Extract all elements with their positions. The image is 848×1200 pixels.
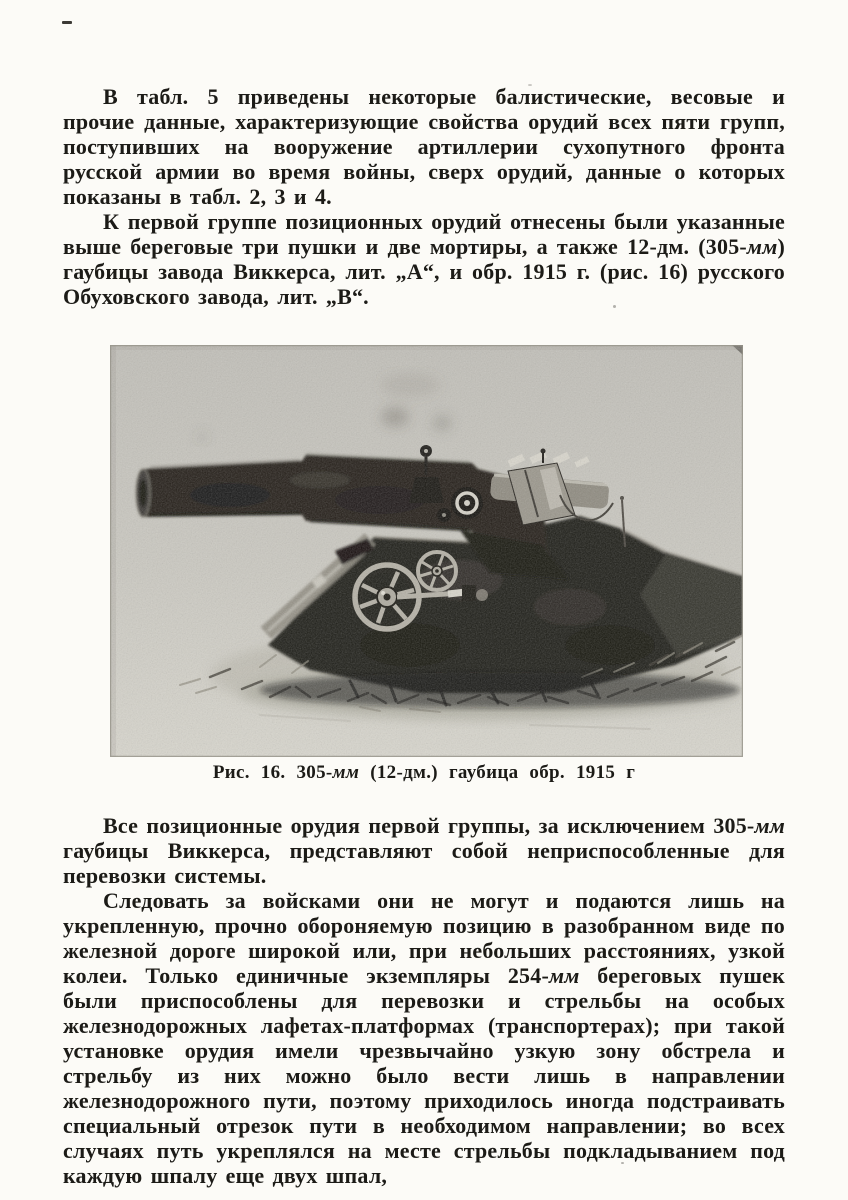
paragraph-2: К первой группе позиционных орудий отнесены были указанные выше береговые три пушки и две мортиры, а также 12-дм. (305-мм) гаубицы завода Виккерса, лит. „А“, и обр. 1915 г. (рис. 16) русского Обуховского завода, лит. „В“. [63,209,785,309]
paragraph-4: Следовать за войсками они не могут и подаются лишь на укрепленную, прочно обороняемую позицию в разобранном виде по железной дороге широкой или, при небольших расстояниях, узкой колеи. Только единичные экземпляры 254-мм береговых пушек были приспособлены для перевозки и стрельбы на особых железнодорожных лафетах-платформах (транспортерах); при такой установке орудия имели чрезвычайно узкую зону обстрела и стрельбу из них можно было вести лишь в направлении железнодорожного пути, поэтому приходилось иногда подстраивать специальный отрезок пути в необходимом направлении; во всех случаях путь укреплялся на месте стрельбы подкладыванием под каждую шпалу еще двух шпал, [63,888,785,1188]
text-block-top [63,84,785,309]
paragraph-1 [63,84,785,209]
figure-16 [110,345,743,757]
paragraph-3: Все позиционные орудия первой группы, за исключением 305-мм гаубицы Виккерса, представляют собой неприспособленные для перевозки системы. [63,813,785,888]
figure-caption: Рис. 16. 305-мм (12-дм.) гаубица обр. 1915 г [212,762,636,783]
scan-artifact-dash [62,21,72,24]
paragraph-1-text: В табл. 5 приведены некоторые балистические, весовые и прочие данные, характеризующие свойства орудий всех пяти групп, поступивших на вооружение артиллерии сухопутного фронта русской армии во время войны, сверх орудий, данные о которых показаны в табл. 2, 3 и 4. [63,84,785,209]
howitzer-photo [110,345,743,757]
text-block-bottom [63,813,785,1188]
